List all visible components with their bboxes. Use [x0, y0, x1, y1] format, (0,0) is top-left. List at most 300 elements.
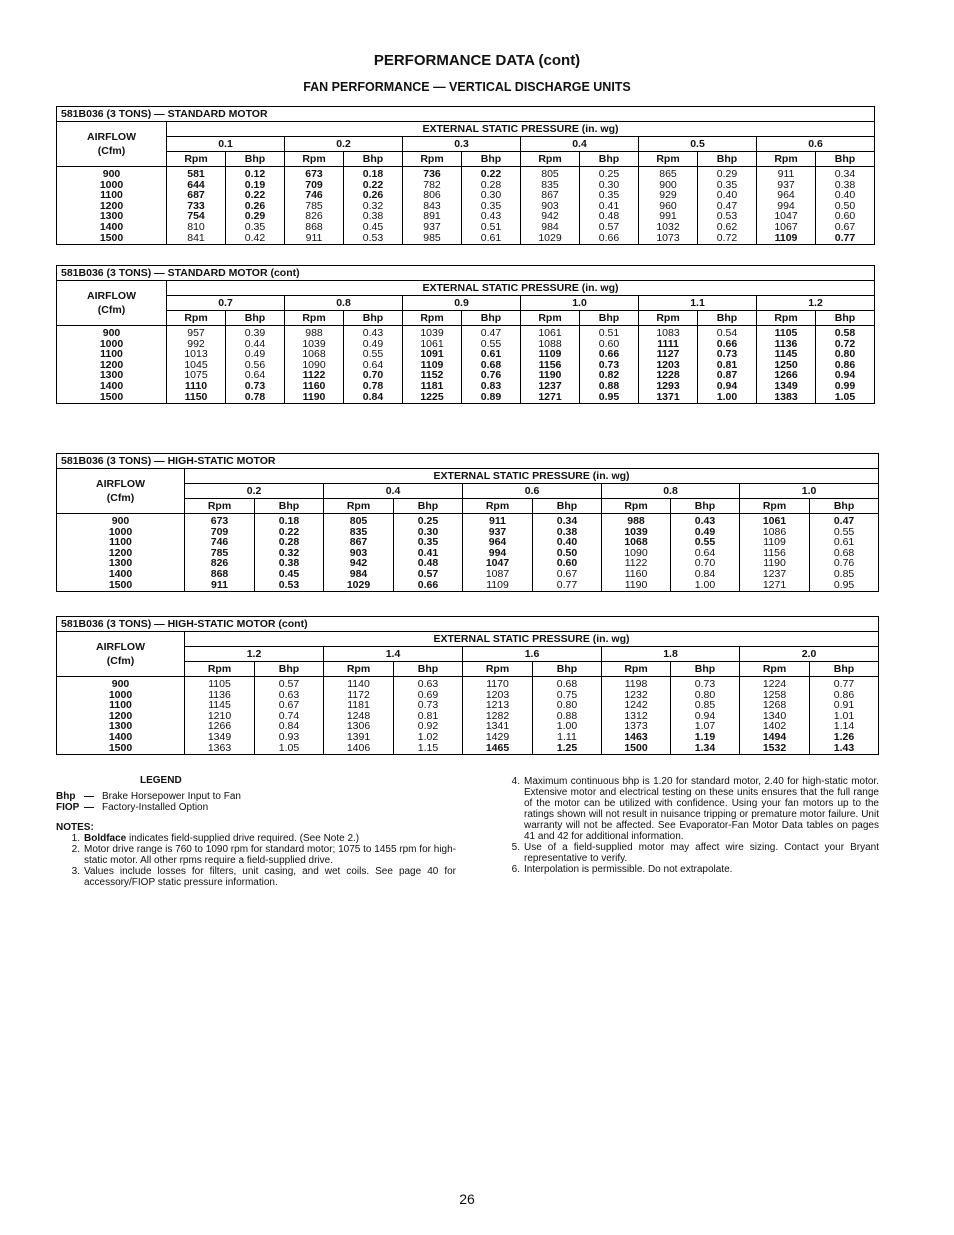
- bhp-value: 1.00: [556, 720, 578, 733]
- bhp-value: 1.01: [833, 709, 855, 722]
- bhp-header: Bhp: [255, 662, 324, 677]
- bhp-header: Bhp: [810, 662, 879, 677]
- bhp-value: 0.38: [556, 525, 578, 538]
- note-number: 6.: [511, 864, 520, 875]
- airflow-value: 900: [111, 515, 130, 527]
- airflow-value: 1000: [99, 337, 124, 350]
- bhp-value: 0.53: [278, 578, 300, 591]
- bhp-values: [671, 514, 740, 592]
- pressure-header: 1.0: [521, 296, 639, 311]
- bhp-value: 0.28: [278, 536, 300, 549]
- rpm-value: 1213: [485, 699, 510, 712]
- rpm-header: Rpm: [740, 499, 810, 514]
- bhp-value: 0.80: [694, 688, 716, 701]
- pressure-header: 2.0: [740, 647, 879, 662]
- rpm-header: Rpm: [185, 662, 255, 677]
- airflow-value: 1200: [99, 199, 124, 212]
- rpm-value: 1181: [420, 379, 444, 392]
- bhp-header: Bhp: [698, 311, 757, 326]
- bhp-value: 0.49: [244, 348, 266, 361]
- notes-left: [56, 822, 456, 888]
- bhp-value: 0.35: [716, 178, 738, 191]
- bhp-value: 0.30: [598, 178, 620, 191]
- bhp-value: 0.26: [244, 199, 266, 212]
- rpm-value: 1075: [184, 369, 208, 382]
- note-bold: Boldface: [84, 833, 127, 844]
- rpm-value: 1190: [763, 557, 786, 570]
- rpm-value: 1088: [538, 337, 562, 350]
- rpm-value: 988: [627, 515, 645, 527]
- esp-header: EXTERNAL STATIC PRESSURE (in. wg): [167, 122, 875, 137]
- bhp-value: 0.30: [417, 525, 439, 538]
- bhp-value: 0.77: [833, 678, 855, 690]
- rpm-values: [521, 326, 580, 404]
- rpm-value: 911: [305, 231, 323, 244]
- rpm-value: 1306: [346, 720, 371, 733]
- rpm-value: 785: [305, 199, 323, 212]
- bhp-value: 0.35: [598, 189, 620, 202]
- rpm-value: 1047: [485, 557, 510, 570]
- bhp-header: Bhp: [533, 499, 602, 514]
- bhp-values: [394, 677, 463, 755]
- bhp-value: 0.26: [362, 189, 384, 202]
- bhp-values: [226, 326, 285, 404]
- rpm-value: 1228: [656, 369, 680, 382]
- bhp-header: Bhp: [394, 499, 463, 514]
- bhp-value: 0.35: [244, 220, 266, 233]
- bhp-values: [344, 167, 403, 245]
- notes-title: NOTES:: [56, 822, 94, 833]
- rpm-value: 806: [423, 189, 441, 202]
- airflow-values: [57, 514, 185, 592]
- bhp-value: 0.93: [278, 730, 300, 743]
- rpm-value: 746: [305, 189, 323, 202]
- note-number: 4.: [511, 776, 520, 787]
- airflow-label: AIRFLOW: [96, 478, 145, 490]
- bhp-values: [344, 326, 403, 404]
- bhp-value: 0.66: [417, 578, 439, 591]
- airflow-label: AIRFLOW: [96, 641, 145, 653]
- legend-title: LEGEND: [140, 775, 182, 786]
- airflow-header: [57, 632, 185, 677]
- rpm-value: 1110: [184, 379, 208, 392]
- bhp-value: 0.85: [694, 699, 716, 712]
- airflow-value: 1100: [100, 348, 123, 361]
- esp-header: EXTERNAL STATIC PRESSURE (in. wg): [167, 281, 875, 296]
- bhp-header: Bhp: [255, 499, 324, 514]
- rpm-value: 1271: [762, 578, 787, 591]
- note-number: 3.: [71, 866, 80, 877]
- airflow-value: 1200: [108, 546, 133, 559]
- rpm-value: 841: [187, 231, 205, 244]
- rpm-value: 1232: [624, 688, 648, 701]
- rpm-value: 1109: [774, 231, 798, 244]
- rpm-value: 994: [777, 199, 795, 212]
- rpm-value: 1210: [207, 709, 232, 722]
- bhp-values: [533, 677, 602, 755]
- bhp-values: [394, 514, 463, 592]
- bhp-value: 0.64: [244, 369, 266, 382]
- airflow-value: 1500: [99, 390, 124, 403]
- bhp-value: 0.55: [480, 337, 502, 350]
- bhp-values: [580, 167, 639, 245]
- rpm-value: 1032: [656, 220, 680, 233]
- rpm-value: 1039: [420, 327, 444, 339]
- rpm-value: 1122: [302, 369, 326, 382]
- bhp-values: [810, 514, 879, 592]
- legend-definition: Brake Horsepower Input to Fan: [102, 791, 241, 802]
- rpm-value: 911: [211, 578, 228, 591]
- rpm-header: Rpm: [324, 499, 394, 514]
- rpm-value: 1073: [656, 231, 680, 244]
- bhp-value: 0.54: [716, 327, 738, 339]
- pressure-header: 0.8: [285, 296, 403, 311]
- rpm-value: 1105: [208, 678, 231, 690]
- rpm-header: Rpm: [639, 311, 698, 326]
- notes-right: [496, 776, 879, 875]
- airflow-value: 1100: [109, 699, 132, 712]
- bhp-header: Bhp: [816, 311, 875, 326]
- bhp-value: 0.76: [480, 369, 502, 382]
- rpm-value: 1087: [485, 567, 510, 580]
- rpm-value: 1145: [774, 348, 798, 361]
- rpm-value: 1068: [302, 348, 326, 361]
- rpm-values: [324, 514, 394, 592]
- rpm-value: 1402: [762, 720, 787, 733]
- airflow-value: 1400: [108, 730, 133, 743]
- airflow-unit: (Cfm): [97, 145, 126, 157]
- rpm-header: Rpm: [602, 499, 671, 514]
- rpm-value: 992: [187, 337, 205, 350]
- bhp-value: 1.15: [417, 741, 439, 754]
- rpm-value: 746: [210, 536, 229, 549]
- rpm-value: 835: [349, 525, 368, 538]
- rpm-value: 903: [541, 199, 559, 212]
- rpm-value: 835: [541, 178, 559, 191]
- rpm-value: 1140: [347, 678, 370, 690]
- rpm-value: 891: [423, 210, 441, 223]
- airflow-value: 1000: [99, 178, 124, 191]
- bhp-value: 0.68: [833, 546, 855, 559]
- bhp-values: [255, 677, 324, 755]
- bhp-value: 0.95: [598, 390, 620, 403]
- rpm-value: 942: [349, 557, 368, 570]
- rpm-value: 805: [349, 515, 368, 527]
- rpm-value: 1170: [486, 678, 509, 690]
- rpm-value: 984: [541, 220, 559, 233]
- bhp-value: 0.38: [834, 178, 856, 191]
- rpm-header: Rpm: [521, 311, 580, 326]
- bhp-value: 0.88: [556, 709, 578, 722]
- bhp-value: 0.73: [694, 678, 716, 690]
- rpm-value: 994: [488, 546, 507, 559]
- rpm-value: 1224: [762, 678, 787, 690]
- pressure-header: 0.5: [639, 137, 757, 152]
- rpm-header: Rpm: [403, 152, 462, 167]
- rpm-value: 1373: [624, 720, 648, 733]
- rpm-values: [740, 514, 810, 592]
- pressure-header: 0.3: [403, 137, 521, 152]
- bhp-value: 0.57: [417, 567, 439, 580]
- bhp-values: [698, 167, 757, 245]
- rpm-value: 1090: [624, 546, 648, 559]
- note-number: 2.: [71, 844, 80, 855]
- rpm-value: 673: [305, 168, 323, 180]
- rpm-value: 1145: [208, 699, 231, 712]
- bhp-value: 0.66: [598, 231, 620, 244]
- bhp-value: 0.80: [834, 348, 856, 361]
- bhp-value: 0.78: [362, 379, 384, 392]
- rpm-value: 1083: [656, 327, 680, 339]
- rpm-value: 1190: [538, 369, 562, 382]
- airflow-values: [57, 677, 185, 755]
- rpm-value: 929: [659, 189, 677, 202]
- bhp-value: 0.99: [834, 379, 856, 392]
- bhp-value: 0.43: [480, 210, 502, 223]
- bhp-value: 0.68: [480, 358, 502, 371]
- rpm-values: [602, 677, 671, 755]
- rpm-value: 581: [187, 168, 205, 180]
- bhp-value: 0.84: [694, 567, 716, 580]
- bhp-values: [816, 167, 875, 245]
- bhp-value: 0.67: [834, 220, 856, 233]
- bhp-value: 0.73: [598, 358, 620, 371]
- bhp-value: 0.82: [598, 369, 620, 382]
- rpm-header: Rpm: [740, 662, 810, 677]
- pressure-header: 0.1: [167, 137, 285, 152]
- bhp-value: 0.89: [480, 390, 502, 403]
- bhp-value: 0.43: [694, 515, 716, 527]
- rpm-value: 805: [541, 168, 559, 180]
- rpm-value: 1203: [485, 688, 510, 701]
- bhp-header: Bhp: [580, 152, 639, 167]
- note-text: Interpolation is permissible. Do not extrapolate.: [524, 864, 733, 875]
- rpm-value: 1150: [184, 390, 208, 403]
- airflow-values: [57, 167, 167, 245]
- rpm-value: 1293: [656, 379, 680, 392]
- bhp-value: 0.64: [362, 358, 384, 371]
- rpm-value: 1225: [420, 390, 444, 403]
- bhp-value: 1.43: [833, 741, 855, 754]
- bhp-value: 0.34: [834, 168, 856, 180]
- bhp-value: 0.30: [480, 189, 502, 202]
- bhp-value: 0.77: [834, 231, 856, 244]
- note-number: 5.: [511, 842, 520, 853]
- rpm-value: 1122: [624, 557, 648, 570]
- bhp-value: 0.85: [833, 567, 855, 580]
- rpm-value: 1312: [624, 709, 648, 722]
- page-number: 26: [459, 1191, 475, 1207]
- rpm-value: 1363: [207, 741, 232, 754]
- bhp-value: 0.40: [556, 536, 578, 549]
- bhp-header: Bhp: [394, 662, 463, 677]
- legend-term: FIOP: [56, 802, 80, 813]
- bhp-values: [533, 514, 602, 592]
- bhp-value: 0.80: [556, 699, 578, 712]
- airflow-header: [57, 281, 167, 326]
- rpm-value: 1160: [302, 379, 326, 392]
- bhp-value: 0.41: [417, 546, 439, 559]
- rpm-value: 1406: [346, 741, 371, 754]
- performance-table: [56, 265, 875, 404]
- rpm-value: 1152: [420, 369, 444, 382]
- rpm-value: 911: [489, 515, 506, 527]
- rpm-values: [463, 677, 533, 755]
- bhp-value: 0.72: [834, 337, 856, 350]
- rpm-value: 1282: [485, 709, 510, 722]
- rpm-value: 843: [423, 199, 441, 212]
- pressure-header: 1.2: [757, 296, 875, 311]
- rpm-value: 1266: [207, 720, 232, 733]
- rpm-values: [757, 326, 816, 404]
- rpm-value: 964: [488, 536, 507, 549]
- bhp-header: Bhp: [344, 152, 403, 167]
- bhp-value: 0.61: [833, 536, 855, 549]
- pressure-header: 0.4: [324, 484, 463, 499]
- bhp-value: 0.29: [244, 210, 266, 223]
- rpm-value: 1109: [538, 348, 562, 361]
- rpm-values: [639, 167, 698, 245]
- performance-table: [56, 106, 875, 245]
- bhp-value: 0.48: [598, 210, 620, 223]
- bhp-value: 0.63: [278, 688, 300, 701]
- rpm-value: 1190: [624, 578, 648, 591]
- bhp-header: Bhp: [462, 311, 521, 326]
- note-item: [496, 842, 879, 864]
- rpm-value: 1190: [302, 390, 326, 403]
- rpm-value: 1109: [763, 536, 786, 549]
- rpm-value: 964: [777, 189, 795, 202]
- bhp-value: 0.35: [480, 199, 502, 212]
- rpm-value: 810: [187, 220, 205, 233]
- rpm-header: Rpm: [167, 152, 226, 167]
- legend-item: [56, 791, 456, 802]
- bhp-value: 0.67: [278, 699, 300, 712]
- bhp-value: 0.25: [417, 515, 439, 527]
- bhp-value: 0.45: [278, 567, 300, 580]
- bhp-value: 0.72: [716, 231, 738, 244]
- rpm-value: 1500: [624, 741, 648, 754]
- bhp-value: 0.47: [716, 199, 738, 212]
- airflow-value: 1200: [108, 709, 133, 722]
- note-text: Use of a field-supplied motor may affect wire sizing. Contact your Bryant representative to verify.: [524, 842, 879, 864]
- rpm-value: 1047: [774, 210, 798, 223]
- rpm-value: 1237: [762, 567, 787, 580]
- rpm-value: 1383: [774, 390, 798, 403]
- rpm-value: 984: [349, 567, 368, 580]
- bhp-values: [580, 326, 639, 404]
- bhp-header: Bhp: [462, 152, 521, 167]
- bhp-value: 0.86: [834, 358, 856, 371]
- note-item: [496, 864, 879, 875]
- rpm-header: Rpm: [463, 662, 533, 677]
- esp-header: EXTERNAL STATIC PRESSURE (in. wg): [185, 469, 879, 484]
- bhp-value: 0.22: [362, 178, 384, 191]
- rpm-value: 1061: [420, 337, 444, 350]
- airflow-unit: (Cfm): [97, 304, 126, 316]
- rpm-header: Rpm: [185, 499, 255, 514]
- bhp-value: 0.76: [833, 557, 855, 570]
- rpm-values: [324, 677, 394, 755]
- rpm-value: 1090: [302, 358, 326, 371]
- airflow-value: 1500: [99, 231, 124, 244]
- bhp-value: 0.44: [244, 337, 266, 350]
- bhp-values: [671, 677, 740, 755]
- rpm-header: Rpm: [167, 311, 226, 326]
- bhp-value: 0.63: [417, 678, 439, 690]
- bhp-values: [462, 326, 521, 404]
- airflow-value: 1400: [99, 379, 124, 392]
- rpm-value: 991: [659, 210, 677, 223]
- bhp-value: 0.70: [362, 369, 384, 382]
- bhp-value: 0.84: [362, 390, 384, 403]
- bhp-value: 0.50: [834, 199, 856, 212]
- bhp-value: 0.50: [556, 546, 578, 559]
- rpm-value: 785: [210, 546, 229, 559]
- airflow-label: AIRFLOW: [87, 290, 136, 302]
- rpm-value: 1136: [774, 337, 798, 350]
- rpm-values: [167, 167, 226, 245]
- bhp-value: 0.68: [556, 678, 578, 690]
- bhp-value: 0.12: [244, 168, 266, 180]
- rpm-values: [403, 167, 462, 245]
- rpm-header: Rpm: [521, 152, 580, 167]
- airflow-value: 1300: [108, 557, 133, 570]
- bhp-values: [462, 167, 521, 245]
- bhp-value: 0.73: [244, 379, 266, 392]
- rpm-value: 1203: [656, 358, 680, 371]
- bhp-value: 0.38: [278, 557, 300, 570]
- note-item: [56, 844, 456, 866]
- rpm-value: 1091: [420, 348, 444, 361]
- airflow-header: [57, 469, 185, 514]
- rpm-value: 1429: [485, 730, 510, 743]
- bhp-value: 0.32: [362, 199, 384, 212]
- rpm-value: 1268: [762, 699, 787, 712]
- rpm-values: [639, 326, 698, 404]
- rpm-value: 709: [305, 178, 323, 191]
- airflow-value: 1500: [108, 578, 133, 591]
- bhp-value: 0.91: [833, 699, 855, 712]
- bhp-value: 0.67: [556, 567, 578, 580]
- rpm-value: 1237: [538, 379, 562, 392]
- bhp-header: Bhp: [698, 152, 757, 167]
- bhp-value: 0.47: [480, 327, 502, 339]
- bhp-value: 0.66: [598, 348, 620, 361]
- rpm-value: 709: [210, 525, 229, 538]
- rpm-value: 937: [423, 220, 441, 233]
- bhp-value: 0.94: [834, 369, 856, 382]
- bhp-header: Bhp: [226, 311, 285, 326]
- bhp-value: 0.45: [362, 220, 384, 233]
- bhp-value: 0.61: [480, 348, 502, 361]
- rpm-value: 1039: [302, 337, 326, 350]
- legend-term: Bhp: [56, 791, 76, 802]
- rpm-values: [285, 326, 344, 404]
- bhp-value: 0.69: [417, 688, 439, 701]
- rpm-value: 1371: [656, 390, 680, 403]
- rpm-header: Rpm: [639, 152, 698, 167]
- rpm-value: 1156: [538, 358, 562, 371]
- bhp-value: 0.62: [716, 220, 738, 233]
- bhp-value: 0.60: [834, 210, 856, 223]
- bhp-value: 0.86: [833, 688, 855, 701]
- rpm-value: 733: [187, 199, 205, 212]
- rpm-value: 1109: [486, 578, 509, 591]
- pressure-header: 0.4: [521, 137, 639, 152]
- legend-item: [56, 802, 456, 813]
- bhp-value: 1.34: [694, 741, 716, 754]
